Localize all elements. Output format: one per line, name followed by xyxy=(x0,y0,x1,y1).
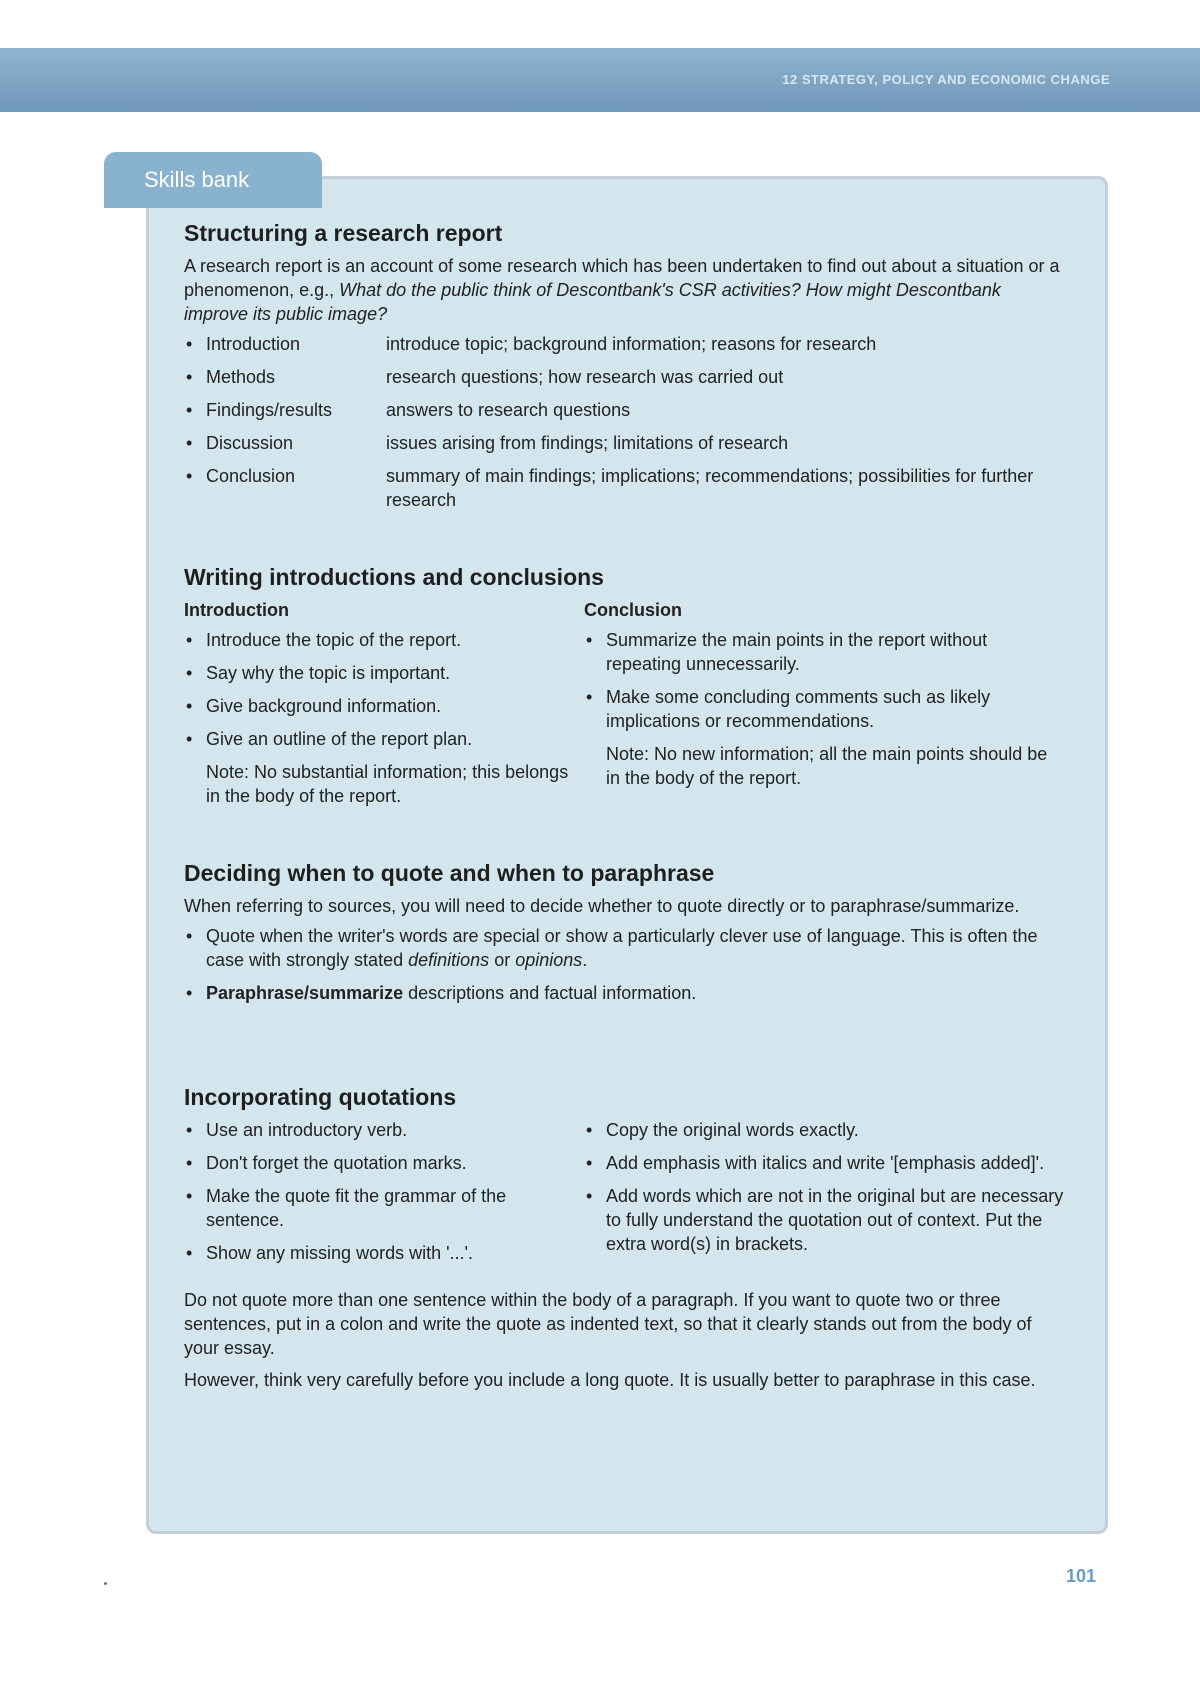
quote-bullet-text: Quote when the writer's words are special or show a particularly clever use of language. This is often the case with strongly stated xyxy=(206,926,1038,970)
report-part-term: • Discussion xyxy=(206,433,294,453)
list-item: • Add emphasis with italics and write '[emphasis added]'. xyxy=(584,1151,1064,1175)
bullet-end: . xyxy=(582,950,588,970)
incorporating-heading: Incorporating quotations xyxy=(184,1084,457,1110)
incorporating-columns xyxy=(184,1118,1064,1274)
list-item: • Say why the topic is important. xyxy=(184,661,584,685)
incorporating-left-column xyxy=(184,1118,584,1274)
list-item xyxy=(184,332,1064,356)
introduction-bullets xyxy=(184,628,584,751)
structuring-intro-example: What do the public think of Descontbank's CSR activities? How might Descontbank improve its public image? xyxy=(184,280,1001,324)
writing-columns xyxy=(184,598,1064,808)
list-item: • Introduce the topic of the report. xyxy=(184,628,584,652)
introduction-subheading: Introduction xyxy=(184,600,289,620)
conclusion-bullets xyxy=(584,628,1064,733)
introduction-column xyxy=(184,598,584,808)
chapter-title: 12 STRATEGY, POLICY AND ECONOMIC CHANGE xyxy=(782,72,1110,87)
writing-section xyxy=(184,562,1064,808)
opinions-emphasis: opinions xyxy=(515,950,583,970)
conclusion-subheading: Conclusion xyxy=(584,600,682,620)
introduction-note: Note: No substantial information; this belongs in the body of the report. xyxy=(206,762,569,806)
list-item xyxy=(184,981,1064,1005)
report-part-term: • Conclusion xyxy=(206,466,296,486)
report-part-description: issues arising from findings; limitations of research xyxy=(386,433,789,453)
report-part-description: summary of main findings; implications; recommendations; possibilities for further research xyxy=(386,466,1034,510)
list-item xyxy=(184,431,1064,455)
list-item: • Make some concluding comments such as likely implications or recommendations. xyxy=(584,685,1064,733)
report-part-description: research questions; how research was carried out xyxy=(386,367,784,387)
list-item: • Summarize the main points in the report without repeating unnecessarily. xyxy=(584,628,1064,676)
list-item: • Show any missing words with '...'. xyxy=(184,1241,584,1265)
incorporating-left-bullets xyxy=(184,1118,584,1265)
long-quote-paragraph: However, think very carefully before you include a long quote. It is usually better to paraphrase in this case. xyxy=(184,1370,1036,1390)
list-item xyxy=(184,924,1064,972)
conclusion-note: Note: No new information; all the main points should be in the body of the report. xyxy=(606,744,1048,788)
list-item: • Give background information. xyxy=(184,694,584,718)
conclusion-column xyxy=(584,598,1064,808)
list-item: • Make the quote fit the grammar of the sentence. xyxy=(184,1184,526,1232)
report-part-term: • Findings/results xyxy=(206,400,333,420)
paraphrase-emphasis: Paraphrase/summarize xyxy=(206,983,404,1003)
skills-bank-tab: Skills bank xyxy=(104,152,322,208)
report-part-description: answers to research questions xyxy=(386,400,631,420)
list-item: • Don't forget the quotation marks. xyxy=(184,1151,584,1175)
quoting-bullets xyxy=(184,924,1064,1005)
incorporating-right-column xyxy=(584,1118,1064,1274)
report-part-description: introduce topic; background information; reasons for research xyxy=(386,334,877,354)
list-item xyxy=(184,398,1064,422)
list-item xyxy=(184,464,1064,512)
or-text: or xyxy=(494,950,511,970)
list-item: • Add words which are not in the original but are necessary to fully understand the quotation out of context. Put the extra word(s) in brackets. xyxy=(584,1184,1064,1256)
list-item xyxy=(184,365,1064,389)
quoting-section xyxy=(184,858,1064,1014)
report-part-term: • Methods xyxy=(206,367,276,387)
structuring-intro-text: A research report is an account of some research which has been undertaken to find out about a situation or a phenomenon, e.g., xyxy=(184,256,1060,300)
writing-heading: Writing introductions and conclusions xyxy=(184,564,604,590)
list-item: • Give an outline of the report plan. xyxy=(184,727,584,751)
page-number: 101 xyxy=(1066,1566,1097,1586)
structuring-heading: Structuring a research report xyxy=(184,220,503,246)
incorporating-section xyxy=(184,1082,1064,1392)
definitions-emphasis: definitions xyxy=(408,950,490,970)
structuring-intro xyxy=(184,254,1064,326)
quoting-heading: Deciding when to quote and when to paraphrase xyxy=(184,860,715,886)
quoting-intro: When referring to sources, you will need to decide whether to quote directly or to paraphrase/summarize. xyxy=(184,896,1020,916)
paraphrase-bullet-text: descriptions and factual information. xyxy=(408,983,697,1003)
stray-mark xyxy=(104,1582,107,1585)
list-item: • Use an introductory verb. xyxy=(184,1118,584,1142)
structuring-section xyxy=(184,218,1064,521)
quote-length-paragraph: Do not quote more than one sentence within the body of a paragraph. If you want to quote two or three sentences, put in a colon and write the quote as indented text, so that it clearly stands out from the body of your essay. xyxy=(184,1290,1032,1358)
incorporating-right-bullets xyxy=(584,1118,1064,1256)
list-item: • Copy the original words exactly. xyxy=(584,1118,1064,1142)
report-part-term: • Introduction xyxy=(206,334,301,354)
report-structure-list xyxy=(184,332,1064,512)
